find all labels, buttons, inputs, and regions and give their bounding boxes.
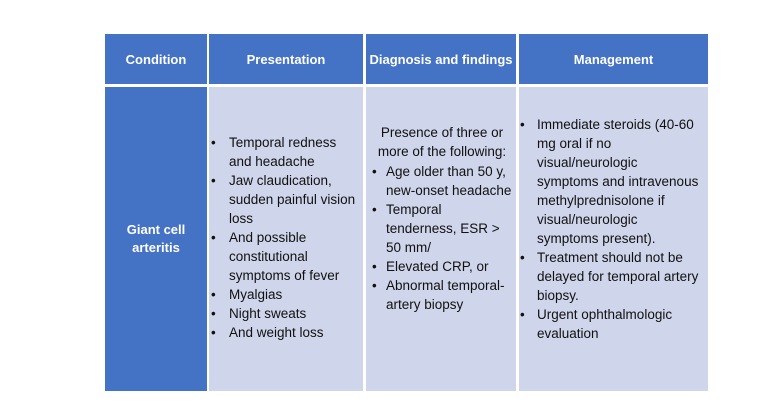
condition-name: Giant cell arteritis	[126, 222, 186, 255]
list-item: • Age older than 50 y, new-onset headache	[370, 162, 514, 200]
list-item: • Jaw claudication, sudden painful vision loss	[209, 171, 359, 228]
diagnosis-list	[370, 162, 514, 314]
management-cell	[519, 87, 708, 391]
header-management: Management	[519, 34, 708, 84]
clinical-table	[105, 34, 708, 391]
management-list	[519, 115, 702, 343]
presentation-list	[209, 133, 359, 342]
list-item: • Elevated CRP, or	[370, 257, 514, 276]
list-item: • Abnormal temporal-artery biopsy	[370, 276, 514, 314]
list-item: • And possible constitutional symptoms of fever	[209, 228, 359, 285]
diagnosis-cell	[366, 87, 516, 391]
header-condition: Condition	[105, 34, 207, 84]
list-item: • Treatment should not be delayed for temporal artery biopsy.	[519, 248, 702, 305]
list-item: • Night sweats	[209, 304, 359, 323]
condition-cell	[105, 87, 207, 391]
list-item: • Immediate steroids (40-60 mg oral if no visual/neurologic symptoms and intravenous methylprednisolone if visual/neurologic symptoms present).	[519, 115, 702, 248]
diagnosis-intro: Presence of three or more of the following:	[377, 125, 507, 159]
presentation-cell	[209, 87, 363, 391]
list-item: • Myalgias	[209, 285, 359, 304]
list-item: • Temporal redness and headache	[209, 133, 359, 171]
list-item: • Urgent ophthalmologic evaluation	[519, 305, 702, 343]
list-item: • And weight loss	[209, 323, 359, 342]
header-diagnosis: Diagnosis and findings	[366, 34, 516, 84]
header-presentation: Presentation	[209, 34, 363, 84]
list-item: • Temporal tenderness, ESR > 50 mm/	[370, 200, 514, 257]
